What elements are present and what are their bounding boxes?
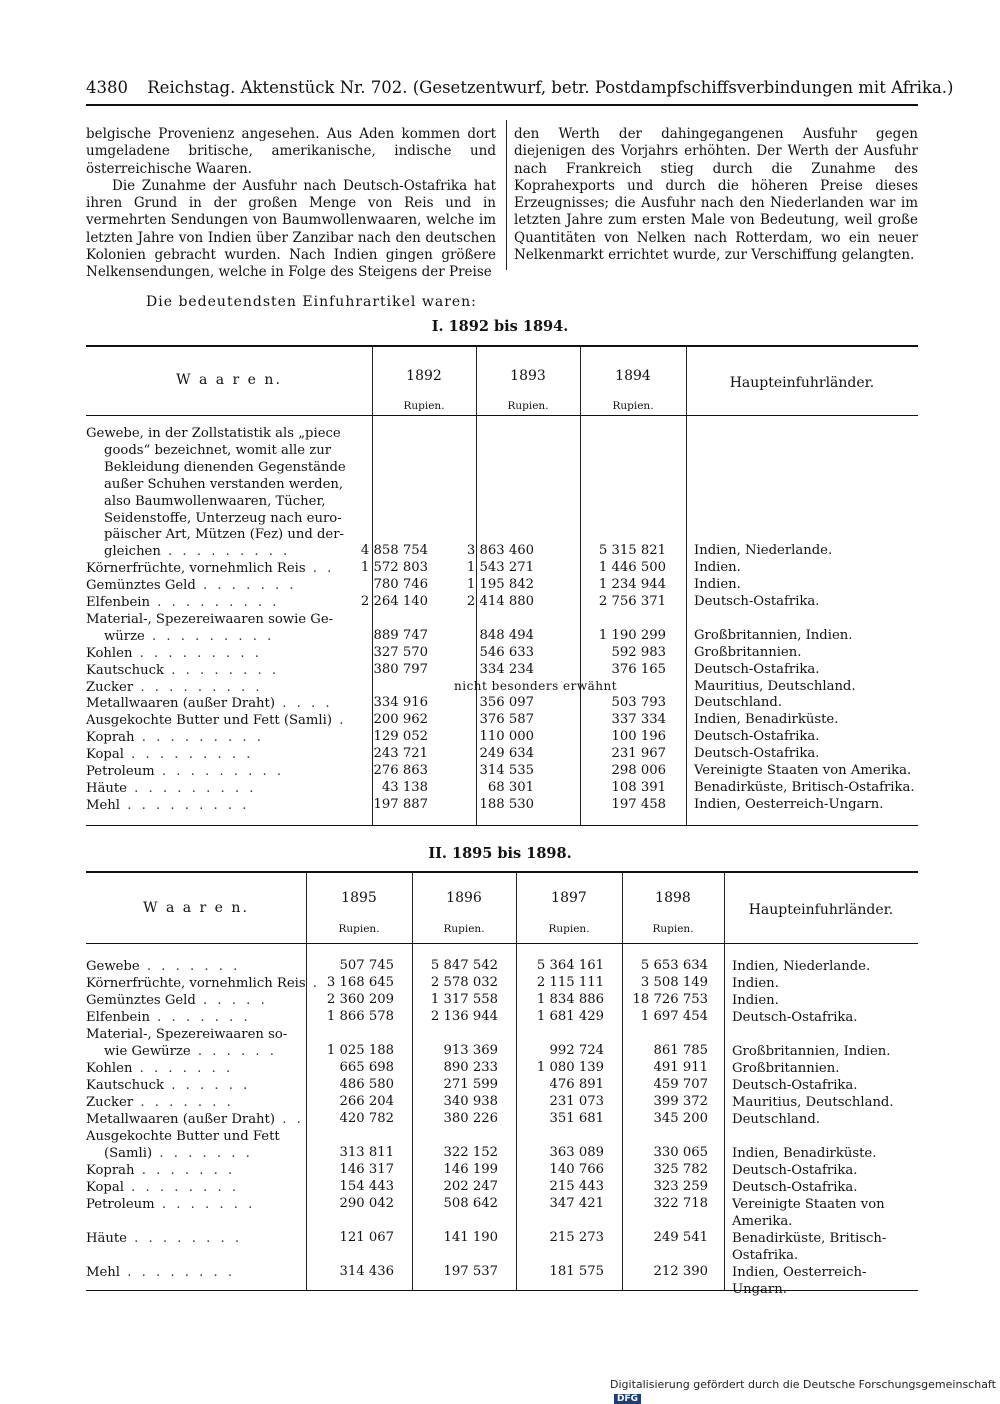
table1-value: 4 858 754 <box>360 543 428 559</box>
table2-value: 146 317 <box>339 1162 394 1177</box>
table1-country: Vereinigte Staaten von Amerika. <box>694 763 912 778</box>
table2-value: 271 599 <box>443 1077 498 1092</box>
table2-country: Indien. <box>732 993 779 1008</box>
table1-value: 200 962 <box>373 712 428 728</box>
table2-row-label <box>86 1077 300 1094</box>
table2-row-label <box>86 958 300 975</box>
table2-value: 322 718 <box>653 1196 708 1211</box>
table1-top-rule <box>86 345 918 347</box>
table2-value: 249 541 <box>653 1230 708 1245</box>
paragraph: belgische Provenienz angesehen. Aus Aden kommen dort umgeladene britische, amerikanische, indische und österreichische Waaren. <box>86 126 496 177</box>
table2-row-label <box>104 1043 300 1060</box>
table2-value: 861 785 <box>653 1043 708 1058</box>
table2-year-header: 1895 <box>341 890 377 906</box>
table1-country: Deutsch-Ostafrika. <box>694 729 820 745</box>
table1-value: 298 006 <box>611 763 666 778</box>
table2-country: Großbritannien. <box>732 1061 840 1076</box>
row-label-text: Häute <box>86 780 127 796</box>
table1-col-waaren: W a a r e n. <box>176 372 282 388</box>
table2-value: 5 364 161 <box>536 958 604 973</box>
leader-dots: . . . . . . . <box>134 1163 236 1178</box>
table2-column-line <box>724 873 725 1290</box>
table1-value: 197 458 <box>611 796 666 812</box>
table2-row-label <box>86 1264 300 1281</box>
table2-value: 1 834 886 <box>536 992 604 1007</box>
table2-value: 890 233 <box>443 1060 498 1075</box>
leader-dots: . . . . . . . . . <box>154 764 285 779</box>
table1-row-label <box>86 763 366 780</box>
table1-value: 129 052 <box>373 729 428 745</box>
row-label-text: Kopal <box>86 1180 124 1195</box>
table1-country: Indien, Niederlande. <box>694 543 833 559</box>
table2-unit-label: Rupien. <box>443 923 485 935</box>
table2-col-waaren: W a a r e n. <box>143 900 249 916</box>
row-label-text: Petroleum <box>86 764 155 779</box>
table2-value: 1 317 558 <box>430 992 498 1007</box>
table2-unit-label: Rupien. <box>548 923 590 935</box>
table2-value: 913 369 <box>443 1043 498 1058</box>
row-label-text: Koprah <box>86 730 135 746</box>
table2-country: Vereinigte Staaten von Amerika. <box>732 1197 885 1229</box>
body-column-right <box>514 126 918 264</box>
row-label-text: Metallwaaren (außer Draht) <box>86 1112 275 1127</box>
table1-bottom-rule <box>86 825 918 826</box>
table2-value: 347 421 <box>549 1196 604 1211</box>
table1-row-label <box>86 611 366 628</box>
paragraph: den Werth der dahingegangenen Ausfuhr gegen diejenigen des Vorjahrs erhöhten. Der Werth der Ausfuhr nach Frankreich stieg durch die Zunahme des Koprahexports und durch die höheren Preise dieses Erzeugnisses; die Ausfuhr nach den Niederlanden war im letzten Jahre zum ersten Male von Bedeutung, weil große Quantitäten von Nelken nach Rotterdam, wo ein neuer Nelkenmarkt errichtet wurde, zur Verschiffung gelangten. <box>514 126 918 264</box>
table1-value: 197 887 <box>373 796 428 812</box>
table2-row-label <box>86 1009 300 1026</box>
table1-row-label: Bekleidung dienenden Gegenstände <box>104 459 346 475</box>
table2-col-countries: Haupteinfuhrländer. <box>748 902 894 918</box>
table2-row-label <box>104 1145 300 1162</box>
table2-value: 146 199 <box>443 1162 498 1177</box>
leader-dots: . <box>332 713 347 729</box>
table2-country: Indien. <box>732 976 779 991</box>
leader-dots: . . . . . . . . . <box>133 679 263 695</box>
table1-value: 231 967 <box>611 746 666 762</box>
row-label-text: (Samli) <box>104 1146 153 1161</box>
table1-country: Benadirküste, Britisch-Ostafrika. <box>694 779 915 795</box>
row-label-text: Gewebe <box>86 959 140 974</box>
table1-row-label: also Baumwollenwaaren, Tücher, <box>104 493 326 509</box>
row-label-text: Körnerfrüchte, vornehmlich Reis <box>86 561 306 577</box>
table1-header-rule <box>86 415 918 416</box>
row-label-text: Elfenbein <box>86 595 150 610</box>
table2-value: 476 891 <box>549 1077 604 1092</box>
table1-row-label <box>104 543 366 560</box>
table2-value: 665 698 <box>339 1060 394 1075</box>
table2-row-label <box>86 1230 300 1247</box>
table2-row-label <box>86 1196 300 1213</box>
table1-value: 334 916 <box>373 695 428 711</box>
intro-text: Die bedeutendsten Einfuhrartikel waren: <box>146 294 477 310</box>
table1-unit-label: Rupien. <box>612 400 654 412</box>
table2-year-header: 1898 <box>655 890 691 906</box>
row-label-text: Ausgekochte Butter und Fett (Samli) <box>86 713 332 729</box>
paragraph: Die Zunahme der Ausfuhr nach Deutsch-Ostafrika hat ihren Grund in der großen Menge von Reis und in vermehrten Sendungen von Baumwollenwaaren, welche im letzten Jahre von Indien über Zanzibar nach den deutschen Kolonien gebracht wurden. Nach Indien gingen größere Nelkensendungen, welche in Folge des Steigens der Preise <box>86 177 496 281</box>
table1-value: 1 195 842 <box>466 577 534 593</box>
table1-value: 1 572 803 <box>360 560 428 576</box>
table2-value: 323 259 <box>653 1179 708 1194</box>
table1-row-label <box>86 594 366 611</box>
row-label-text: Koprah <box>86 1163 135 1178</box>
table2-value: 266 204 <box>339 1094 394 1109</box>
table2-country: Deutsch-Ostafrika. <box>732 1163 858 1178</box>
table1-row-label <box>86 746 366 763</box>
row-label-text: Mehl <box>86 797 121 813</box>
leader-dots: . . . . . . . . . <box>149 595 280 610</box>
leader-dots: . . . . . . . . <box>123 1180 240 1195</box>
row-label-text: Zucker <box>86 679 134 695</box>
page-header <box>86 78 954 97</box>
dfg-logo: DFG <box>614 1394 641 1404</box>
table1-note: nicht besonders erwähnt <box>454 678 618 693</box>
table1-country: Indien. <box>694 560 741 576</box>
table1-value: 2 414 880 <box>466 594 534 609</box>
table2-country: Indien, Oesterreich-Ungarn. <box>732 1265 867 1297</box>
row-label-text: Ausgekochte Butter und Fett <box>86 1129 280 1144</box>
table1-value: 314 535 <box>479 763 534 778</box>
table1-row-label: Gewebe, in der Zollstatistik als „piece <box>86 426 341 441</box>
page-title: Reichstag. Aktenstück Nr. 702. (Gesetzentwurf, betr. Postdampfschiffsverbindungen mit Afrika.) <box>147 78 954 97</box>
table2-value: 459 707 <box>653 1077 708 1092</box>
table1-value: 503 793 <box>611 695 666 711</box>
table1-row-label: päischer Art, Mützen (Fez) und der- <box>104 527 345 543</box>
table2-value: 314 436 <box>339 1264 394 1279</box>
table1-value: 376 165 <box>611 661 666 677</box>
table2-value: 212 390 <box>653 1264 708 1279</box>
table1-value: 43 138 <box>381 779 428 795</box>
leader-dots: . . . . . . . <box>139 959 241 974</box>
table2-value: 1 681 429 <box>536 1009 604 1024</box>
row-label-text: Gemünztes Geld <box>86 993 196 1008</box>
row-label-text: Gemünztes Geld <box>86 578 196 594</box>
table2-country: Benadirküste, Britisch-Ostafrika. <box>732 1231 887 1263</box>
table1-value: 108 391 <box>611 779 666 795</box>
table2-header-rule <box>86 943 918 944</box>
table2-value: 197 537 <box>443 1264 498 1279</box>
table1-country: Großbritannien. <box>694 644 802 660</box>
leader-dots: . . . . . . . . . <box>126 780 257 796</box>
table2-country: Indien, Benadirküste. <box>732 1146 877 1161</box>
table2-value: 231 073 <box>549 1094 604 1109</box>
leader-dots: . . . . <box>275 696 333 712</box>
table1-value: 243 721 <box>373 746 428 762</box>
table1-row-label <box>86 662 366 679</box>
row-label-text: Kopal <box>86 747 124 763</box>
table2-value: 141 190 <box>443 1230 498 1245</box>
table2-value: 363 089 <box>549 1145 604 1160</box>
table1-value: 376 587 <box>479 712 534 728</box>
leader-dots: . . . . . <box>195 993 268 1008</box>
row-label-text: Zucker <box>86 1095 134 1110</box>
row-label-text: wie Gewürze <box>104 1044 191 1059</box>
table1-value: 1 190 299 <box>598 627 666 643</box>
table2-value: 2 115 111 <box>536 975 604 990</box>
table2-value: 399 372 <box>653 1094 708 1109</box>
table2-row-label <box>86 1162 300 1179</box>
table2-value: 507 745 <box>339 958 394 973</box>
table2-value: 508 642 <box>443 1196 498 1211</box>
table1-value: 1 446 500 <box>598 560 666 576</box>
table1-value: 3 863 460 <box>466 543 534 559</box>
table1-unit-label: Rupien. <box>403 400 445 412</box>
leader-dots: . <box>305 976 320 991</box>
table2-value: 5 847 542 <box>430 958 498 973</box>
leader-dots: . . . . . . . <box>195 578 297 594</box>
table1-row-label: goods“ bezeichnet, womit alle zur <box>104 442 332 458</box>
table1-value: 380 797 <box>373 661 428 677</box>
table1-value: 68 301 <box>487 779 534 795</box>
table1-value: 276 863 <box>373 763 428 778</box>
table1-value: 249 634 <box>479 746 534 762</box>
table1-col-countries: Haupteinfuhrländer. <box>729 375 875 391</box>
leader-dots: . . . . . . . . <box>126 1231 243 1246</box>
table1-value: 780 746 <box>373 577 428 593</box>
table1-country: Deutschland. <box>694 695 783 711</box>
row-label-text: Petroleum <box>86 1197 155 1212</box>
row-label-text: Kohlen <box>86 645 133 661</box>
footer-text: Digitalisierung gefördert durch die Deutsche Forschungsgemeinschaft <box>610 1378 996 1391</box>
table2-value: 1 697 454 <box>640 1009 708 1024</box>
table1-row-label <box>86 729 366 746</box>
table1-country: Indien, Oesterreich-Ungarn. <box>694 796 884 812</box>
table2-unit-label: Rupien. <box>338 923 380 935</box>
table2-value: 290 042 <box>339 1196 394 1211</box>
table2-value: 3 508 149 <box>640 975 708 990</box>
table1-year-header: 1892 <box>406 368 442 384</box>
table1-row-label: Seidenstoffe, Unterzeug nach euro- <box>104 510 342 526</box>
leader-dots: . . . . . . . . . <box>123 747 254 763</box>
table2-value: 1 866 578 <box>326 1009 394 1024</box>
table1-country: Deutsch-Ostafrika. <box>694 746 820 762</box>
table2-value: 181 575 <box>549 1264 604 1279</box>
table2-title: II. 1895 bis 1898. <box>428 845 572 862</box>
table1-country: Indien. <box>694 577 741 593</box>
leader-dots: . . . . . . . . . <box>132 645 262 661</box>
table1-value: 592 983 <box>611 644 666 660</box>
leader-dots: . . . . . . . <box>152 1146 253 1161</box>
table2-value: 345 200 <box>653 1111 708 1126</box>
table2-country: Deutsch-Ostafrika. <box>732 1180 858 1195</box>
table1-country: Mauritius, Deutschland. <box>694 678 856 694</box>
table2-year-header: 1896 <box>446 890 482 906</box>
table2-value: 313 811 <box>339 1145 394 1160</box>
table1-unit-label: Rupien. <box>507 400 549 412</box>
table2-value: 420 782 <box>339 1111 394 1126</box>
leader-dots: . . . . . . . . . <box>120 797 250 813</box>
table1-row-label <box>86 560 366 577</box>
table1-value: 546 633 <box>479 644 534 660</box>
row-label-text: Häute <box>86 1231 127 1246</box>
table2-value: 491 911 <box>653 1060 708 1075</box>
leader-dots: . . <box>305 561 335 577</box>
table2-country: Großbritannien, Indien. <box>732 1044 891 1059</box>
table1-value: 889 747 <box>373 627 428 643</box>
row-label-text: würze <box>104 628 145 644</box>
table1-value: 337 334 <box>611 712 666 728</box>
leader-dots: . . . . . . . <box>132 1061 234 1076</box>
row-label-text: Material-, Spezereiwaaren so- <box>86 1027 288 1042</box>
table1-value: 188 530 <box>479 796 534 812</box>
table2-value: 380 226 <box>443 1111 498 1126</box>
row-label-text: Elfenbein <box>86 1010 150 1025</box>
table1-value: 110 000 <box>479 729 534 745</box>
table2-value: 351 681 <box>549 1111 604 1126</box>
table2-value: 3 168 645 <box>326 975 394 990</box>
table1-year-header: 1894 <box>615 368 651 384</box>
table2-value: 121 067 <box>339 1230 394 1245</box>
page-number: 4380 <box>86 78 128 97</box>
leader-dots: . . . . . . . . . <box>144 628 275 644</box>
row-label-text: Kautschuck <box>86 1078 165 1093</box>
header-rule <box>86 104 918 106</box>
table1-column-line <box>580 347 581 825</box>
table1-country: Deutsch-Ostafrika. <box>694 594 820 609</box>
table1-value: 100 196 <box>611 729 666 745</box>
table2-value: 215 273 <box>549 1230 604 1245</box>
table2-row-label <box>86 1094 300 1111</box>
table2-column-line <box>306 873 307 1290</box>
leader-dots: . . . . . . . <box>133 1095 234 1110</box>
table2-value: 322 152 <box>443 1145 498 1160</box>
table2-value: 1 080 139 <box>536 1060 604 1075</box>
table2-country: Mauritius, Deutschland. <box>732 1095 894 1110</box>
table2-value: 5 653 634 <box>640 958 708 973</box>
table2-column-line <box>622 873 623 1290</box>
table2-year-header: 1897 <box>551 890 587 906</box>
table2-row-label <box>86 1128 300 1145</box>
table1-title: I. 1892 bis 1894. <box>431 318 569 335</box>
table2-unit-label: Rupien. <box>652 923 694 935</box>
row-label-text: Metallwaaren (außer Draht) <box>86 696 275 712</box>
table2-value: 154 443 <box>339 1179 394 1194</box>
column-divider <box>506 120 507 270</box>
leader-dots: . . . . . . <box>190 1044 277 1059</box>
table2-value: 2 136 944 <box>430 1009 498 1024</box>
leader-dots: . . . . . . . <box>154 1197 256 1212</box>
table2-column-line <box>516 873 517 1290</box>
row-label-text: Material-, Spezereiwaaren sowie Ge- <box>86 611 334 627</box>
table1-row-label <box>104 628 366 645</box>
row-label-text: gleichen <box>104 544 161 560</box>
leader-dots: . . . . . . . <box>149 1010 251 1025</box>
table2-value: 330 065 <box>653 1145 708 1160</box>
table2-country: Deutsch-Ostafrika. <box>732 1010 858 1025</box>
table2-country: Indien, Niederlande. <box>732 959 871 974</box>
table1-value: 5 315 821 <box>598 543 666 559</box>
table2-value: 325 782 <box>653 1162 708 1177</box>
row-label-text: Kautschuck <box>86 662 165 678</box>
table1-value: 2 756 371 <box>598 594 666 609</box>
table1-value: 327 570 <box>373 644 428 660</box>
table1-year-header: 1893 <box>510 368 546 384</box>
table1-value: 1 543 271 <box>466 560 534 576</box>
leader-dots: . . . . . . <box>164 1078 251 1093</box>
table1-value: 848 494 <box>479 627 534 643</box>
table1-row-label <box>86 712 366 729</box>
leader-dots: . . <box>275 1112 304 1127</box>
table2-value: 18 726 753 <box>632 992 708 1007</box>
leader-dots: . . . . . . . . . <box>160 544 291 560</box>
table2-row-label <box>86 1026 300 1043</box>
table2-value: 202 247 <box>443 1179 498 1194</box>
table2-value: 2 578 032 <box>430 975 498 990</box>
table1-value: 334 234 <box>479 661 534 677</box>
table2-row-label <box>86 1111 304 1128</box>
table2-row-label <box>86 1060 300 1077</box>
table2-row-label <box>86 992 300 1009</box>
table2-value: 1 025 188 <box>326 1043 394 1058</box>
table2-value: 2 360 209 <box>326 992 394 1007</box>
table1-value: 356 097 <box>479 695 534 711</box>
table1-row-label <box>86 679 366 696</box>
row-label-text: Mehl <box>86 1265 121 1280</box>
table2-top-rule <box>86 871 918 873</box>
table1-value: 2 264 140 <box>360 594 428 609</box>
table1-row-label <box>86 577 366 594</box>
table2-row-label <box>86 975 320 992</box>
table1-column-line <box>686 347 687 825</box>
row-label-text: Kohlen <box>86 1061 133 1076</box>
table2-row-label <box>86 1179 300 1196</box>
table2-value: 140 766 <box>549 1162 604 1177</box>
table2-value: 340 938 <box>443 1094 498 1109</box>
leader-dots: . . . . . . . . . <box>134 730 265 746</box>
table2-country: Deutsch-Ostafrika. <box>732 1078 858 1093</box>
footer <box>610 1378 1000 1404</box>
table1-row-label: außer Schuhen verstanden werden, <box>104 476 344 492</box>
leader-dots: . . . . . . . . <box>164 662 280 678</box>
table2-value: 992 724 <box>549 1043 604 1058</box>
table1-country: Deutsch-Ostafrika. <box>694 661 820 677</box>
row-label-text: Körnerfrüchte, vornehmlich Reis <box>86 976 306 991</box>
leader-dots: . . . . . . . . <box>120 1265 236 1280</box>
table2-value: 486 580 <box>339 1077 394 1092</box>
table1-row-label <box>86 645 366 662</box>
table1-value: 1 234 944 <box>598 577 666 593</box>
body-column-left <box>86 126 496 282</box>
table1-row-label <box>86 780 366 797</box>
table1-row-label <box>86 797 366 814</box>
table2-country: Deutschland. <box>732 1112 821 1127</box>
table2-value: 215 443 <box>549 1179 604 1194</box>
table2-column-line <box>412 873 413 1290</box>
table1-country: Indien, Benadirküste. <box>694 712 839 728</box>
table1-country: Großbritannien, Indien. <box>694 627 853 643</box>
table1-row-label <box>86 695 366 712</box>
